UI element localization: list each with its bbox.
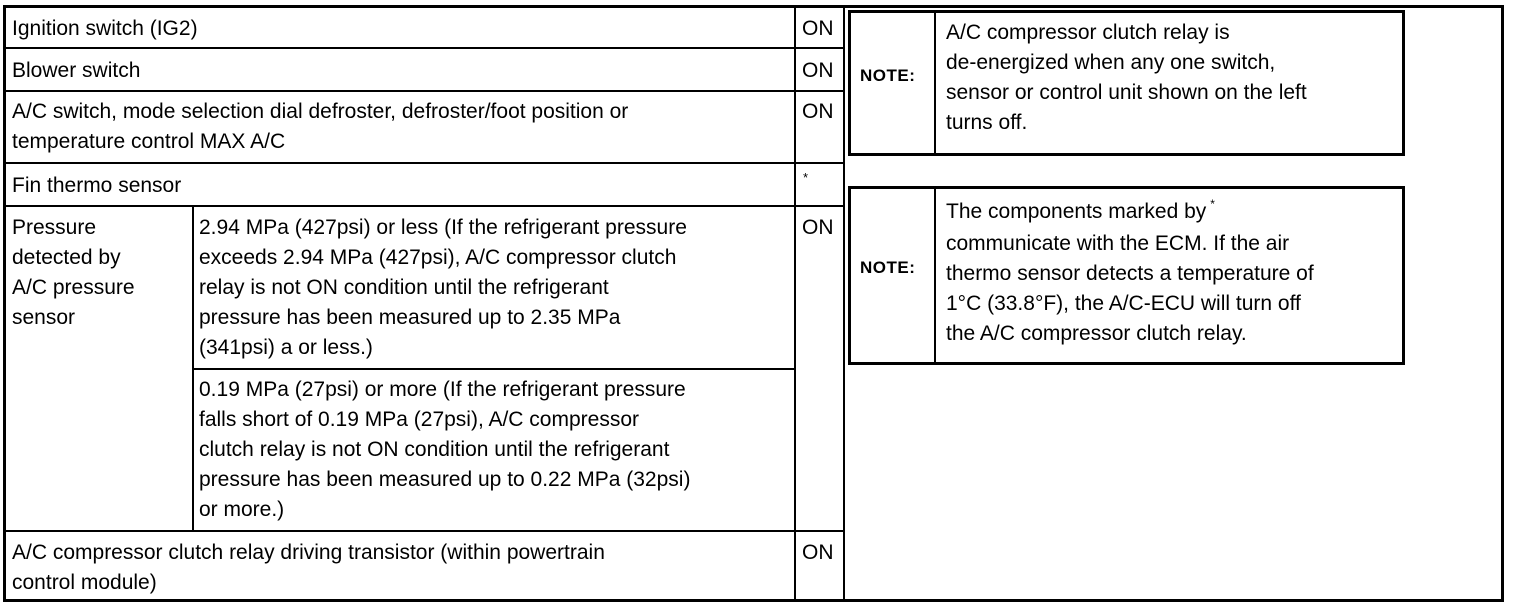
note-text-1	[946, 18, 1307, 138]
note-divider	[934, 12, 936, 154]
note-label: NOTE:	[860, 66, 916, 85]
condition-line: 2.94 MPa (427psi) or less (If the refrigerant pressure	[199, 216, 687, 239]
note-text-2	[946, 197, 1314, 349]
note-line: de-energized when any one switch,	[946, 51, 1276, 74]
pressure-state: ON	[802, 216, 834, 239]
note-divider	[934, 188, 936, 363]
condition-line: pressure has been measured up to 0.22 MPa (32psi)	[199, 468, 691, 491]
ac-switch-label-line1: A/C switch, mode selection dial defroster, defroster/foot position or	[12, 100, 629, 123]
transistor-label-line2: control module)	[12, 571, 157, 594]
ac-switch-label-line2: temperature control MAX A/C	[12, 130, 286, 153]
pressure-high-condition	[193, 207, 795, 363]
note-line: thermo sensor detects a temperature of	[946, 262, 1314, 285]
note-line: turns off.	[946, 111, 1028, 134]
note-line: sensor or control unit shown on the left	[946, 81, 1307, 104]
note-line: 1°C (33.8°F), the A/C-ECU will turn off	[946, 292, 1301, 315]
pressure-label-line: Pressure	[12, 216, 97, 239]
fin-thermo-label: Fin thermo sensor	[12, 174, 182, 197]
pressure-low-condition	[193, 370, 795, 525]
note-line	[946, 197, 1314, 229]
condition-line: 0.19 MPa (27psi) or more (If the refrigerant pressure	[199, 378, 686, 401]
condition-line: falls short of 0.19 MPa (27psi), A/C compressor	[199, 408, 640, 431]
blower-switch-label: Blower switch	[12, 59, 141, 82]
condition-line: relay is not ON condition until the refrigerant	[199, 276, 609, 299]
condition-line: exceeds 2.94 MPa (427psi), A/C compressor clutch	[199, 246, 677, 269]
pressure-label-line: A/C pressure	[12, 276, 135, 299]
note-line-text: The components marked by	[946, 200, 1207, 223]
note-line: A/C compressor clutch relay is	[946, 21, 1230, 44]
condition-line: pressure has been measured up to 2.35 MPa	[199, 306, 621, 329]
condition-line: clutch relay is not ON condition until the refrigerant	[199, 438, 670, 461]
pressure-label-line: detected by	[12, 246, 121, 269]
condition-line: or more.)	[199, 498, 285, 521]
ignition-switch-label: Ignition switch (IG2)	[12, 17, 198, 40]
transistor-state: ON	[802, 541, 834, 564]
ignition-switch-state: ON	[802, 17, 834, 40]
asterisk-marker: *	[1210, 197, 1215, 211]
note-line: communicate with the ECM. If the air	[946, 232, 1290, 255]
condition-line: (341psi) a or less.)	[199, 336, 373, 359]
ac-switch-state: ON	[802, 100, 834, 123]
pressure-label-line: sensor	[12, 306, 76, 329]
transistor-label-line1: A/C compressor clutch relay driving transistor (within powertrain	[12, 541, 605, 564]
note-line: the A/C compressor clutch relay.	[946, 322, 1247, 345]
ac-switch-label	[6, 92, 794, 157]
blower-switch-state: ON	[802, 59, 834, 82]
transistor-label	[6, 532, 794, 598]
pressure-label	[6, 207, 192, 333]
fin-thermo-marker: *	[803, 170, 809, 185]
note-label: NOTE:	[860, 258, 916, 277]
